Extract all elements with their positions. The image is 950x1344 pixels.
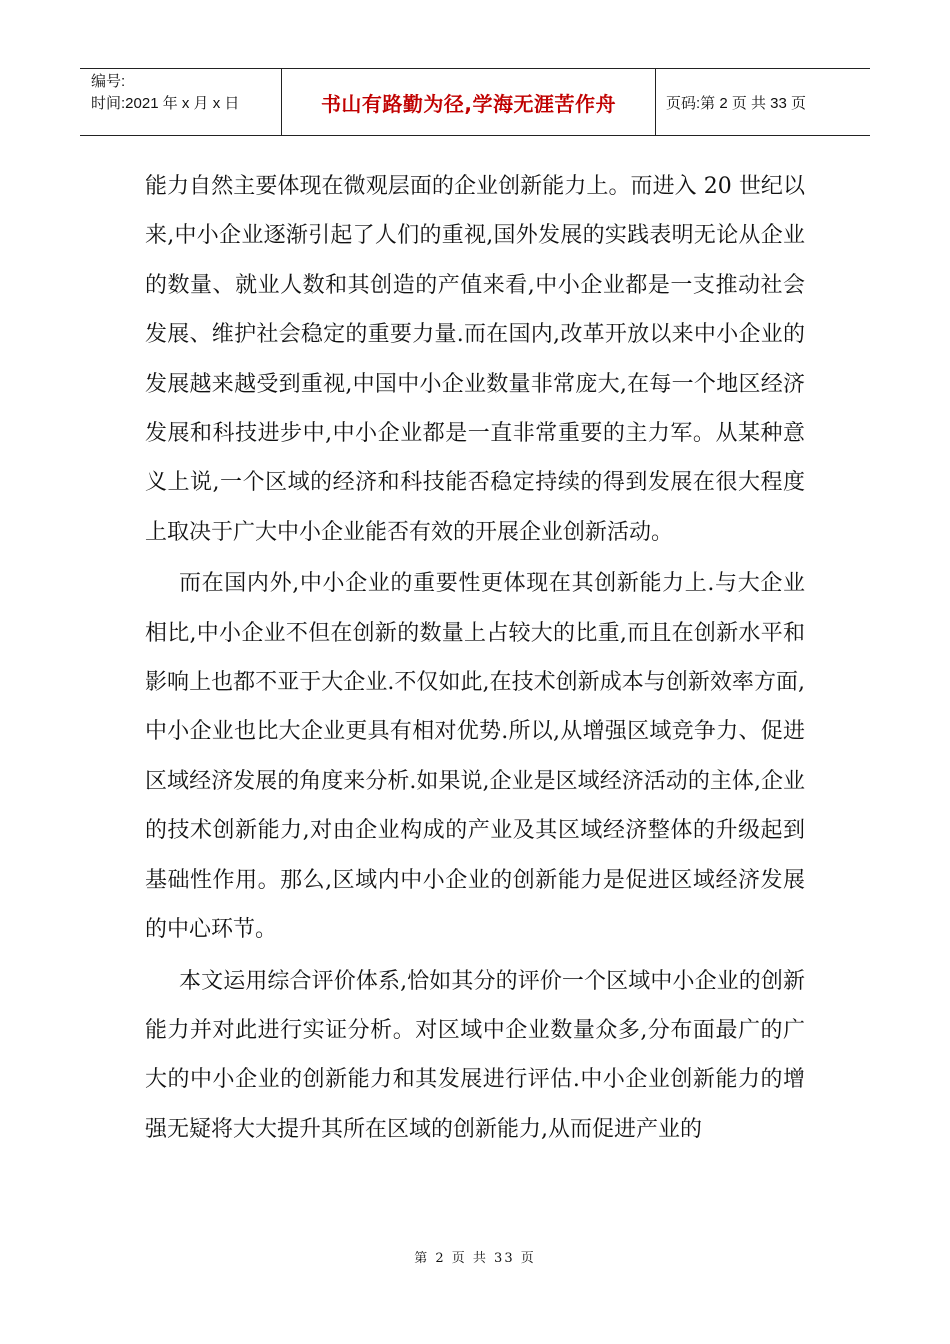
header-page-cell [656, 69, 870, 135]
document-date: 时间:2021 年 x 月 x 日 [91, 95, 240, 112]
header-page-info: 页码:第 2 页 共 33 页 [666, 94, 807, 112]
page-footer [0, 1247, 950, 1266]
header-meta-cell [80, 69, 282, 135]
document-number-label: 编号: [91, 73, 126, 90]
footer-page-number: 第 2 页 共 33 页 [414, 1251, 536, 1266]
header-motto: 书山有路勤为径,学海无涯苦作舟 [320, 91, 617, 116]
paragraph-1: 能力自然主要体现在微观层面的企业创新能力上。而进入 20 世纪以来,中小企业逐渐引起了人们的重视,国外发展的实践表明无论从企业的数量、就业人数和其创造的产值来看,中小企业都是一支推动社会发展、维护社会稳定的重要力量.而在国内,改革开放以来中小企业的发展越来越受到重视,中国中小企业数量非常庞大,在每一个地区经济发展和科技进步中,中小企业都是一直非常重要的主力军。从某种意义上说,一个区域的经济和科技能否稳定持续的得到发展在很大程度上取决于广大中小企业能否有效的开展企业创新活动。 [145, 174, 805, 545]
document-body [145, 162, 805, 1156]
paragraph-3: 本文运用综合评价体系,恰如其分的评价一个区域中小企业的创新能力并对此进行实证分析。对区域中企业数量众多,分布面最广的广大的中小企业的创新能力和其发展进行评估.中小企业创新能力的增强无疑将大大提升其所在区域的创新能力,从而促进产业的 [145, 968, 805, 1142]
document-header [80, 68, 870, 136]
paragraph-2: 而在国内外,中小企业的重要性更体现在其创新能力上.与大企业相比,中小企业不但在创新的数量上占较大的比重,而且在创新水平和影响上也都不亚于大企业.不仅如此,在技术创新成本与创新效率方面,中小企业也比大企业更具有相对优势.所以,从增强区域竞争力、促进区域经济发展的角度来分析.如果说,企业是区域经济活动的主体,企业的技术创新能力,对由企业构成的产业及其区域经济整体的升级起到基础性作用。那么,区域内中小企业的创新能力是促进区域经济发展的中心环节。 [145, 571, 805, 943]
header-motto-cell [282, 69, 656, 135]
